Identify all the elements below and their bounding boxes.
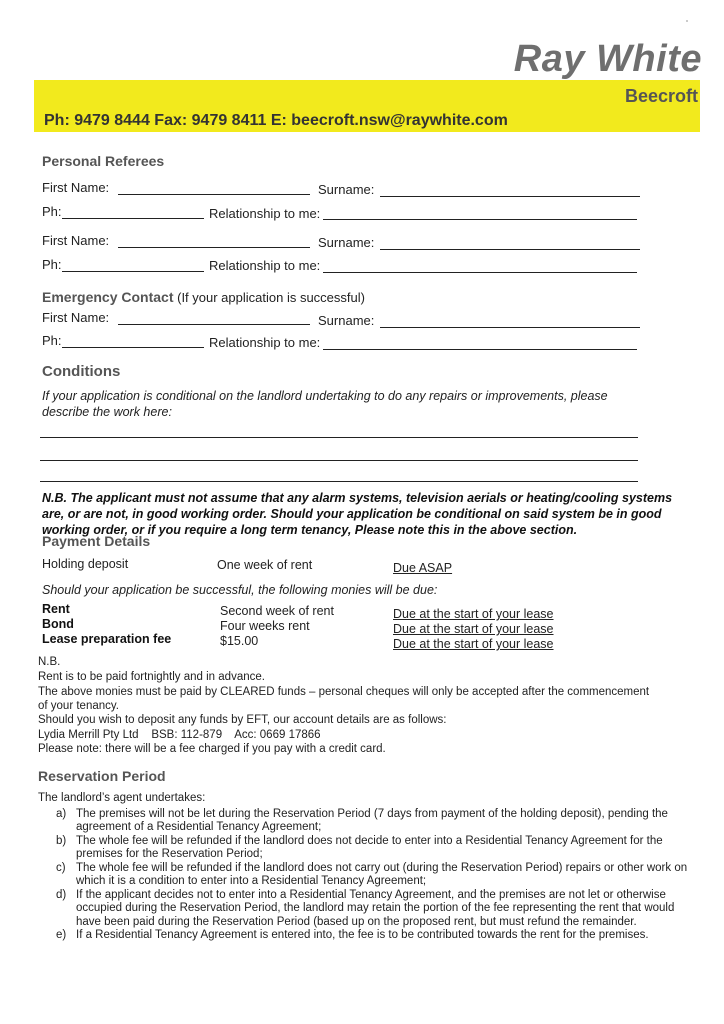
office-name: Beecroft bbox=[624, 86, 698, 106]
payment-note-rent: Rent is to be paid fortnightly and in advance. bbox=[38, 671, 265, 683]
referee2-relationship-field[interactable] bbox=[323, 272, 637, 273]
holding-deposit-amount: One week of rent bbox=[217, 558, 313, 572]
reservation-item-a-text: The premises will not be let during the Reservation Period (7 days from payment of the holding deposit), pending the agreement of a Residential Tenancy Agreement; bbox=[76, 807, 668, 833]
payment-note-eft: Should you wish to deposit any funds by EFT, our account details are as follows: bbox=[38, 714, 447, 726]
lease-prep-fee-due: Due at the start of your lease bbox=[393, 637, 554, 651]
reservation-item-b-marker: b) bbox=[56, 834, 67, 847]
reservation-item-a-marker: a) bbox=[56, 807, 67, 820]
lease-prep-fee-label: Lease preparation fee bbox=[42, 632, 172, 646]
emergency-heading: Emergency Contact bbox=[42, 289, 174, 305]
referee1-relationship-field[interactable] bbox=[323, 219, 637, 220]
payment-note-cleared: The above monies must be paid by CLEARED funds – personal cheques will only be accepted after the commencement bbox=[38, 686, 650, 698]
conditions-nb-note: N.B. The applicant must not assume that any alarm systems, television aerials or heating/cooling systems are, or are not, in good working order. Should your application be conditional on said system be in good working order, or if you require a long term tenancy, Please note this in the above section. bbox=[42, 491, 673, 537]
payment-note-tenancy: of your tenancy. bbox=[38, 700, 119, 712]
holding-deposit-due: Due ASAP bbox=[393, 561, 453, 575]
referee2-ph-field[interactable] bbox=[62, 271, 204, 272]
reservation-item-a bbox=[56, 807, 698, 835]
referees-heading: Personal Referees bbox=[42, 153, 165, 169]
payment-should-text: Should your application be successful, the following monies will be due: bbox=[42, 583, 438, 597]
referee2-surname-field[interactable] bbox=[380, 249, 640, 250]
rent-due: Due at the start of your lease bbox=[393, 607, 554, 621]
reservation-item-c bbox=[56, 861, 698, 889]
reservation-list bbox=[38, 808, 698, 943]
referee2-surname-label: Surname: bbox=[318, 235, 375, 250]
emergency-ph-label: Ph: bbox=[42, 333, 62, 348]
conditions-heading: Conditions bbox=[42, 363, 121, 380]
conditions-field-line-3[interactable] bbox=[40, 481, 638, 482]
lease-prep-fee-amount: $15.00 bbox=[220, 634, 259, 648]
scan-speck bbox=[686, 20, 688, 22]
bond-amount: Four weeks rent bbox=[220, 619, 310, 633]
bond-label: Bond bbox=[42, 617, 74, 631]
emergency-surname-label: Surname: bbox=[318, 313, 375, 328]
reservation-item-d-text: If the applicant decides not to enter into a Residential Tenancy Agreement, and the premises are not let or otherwise occupied during the Reservation Period, the landlord may retain the portion of the fee representing the rent that would have been paid during the Reservation Period (based up on the proposed rent, but must refund the remainder. bbox=[76, 888, 675, 928]
reservation-heading: Reservation Period bbox=[38, 768, 166, 784]
referee1-first-name-label: First Name: bbox=[42, 180, 110, 195]
referee1-ph-label: Ph: bbox=[42, 204, 62, 219]
emergency-first-name-label: First Name: bbox=[42, 310, 110, 325]
reservation-item-c-marker: c) bbox=[56, 861, 66, 874]
reservation-section bbox=[38, 792, 698, 943]
holding-deposit-label: Holding deposit bbox=[42, 557, 129, 571]
reservation-item-c-text: The whole fee will be refunded if the landlord does not carry out (during the Reservation Period) repairs or other work on which it is a condition to enter into a Residential Tenancy Agreement; bbox=[76, 861, 688, 887]
conditions-instruction-1: If your application is conditional on the landlord undertaking to do any repairs or improvements, please bbox=[42, 389, 608, 403]
emergency-first-name-field[interactable] bbox=[118, 324, 310, 325]
emergency-ph-field[interactable] bbox=[62, 347, 204, 348]
emergency-heading-row bbox=[42, 289, 365, 305]
emergency-surname-field[interactable] bbox=[380, 327, 640, 328]
referee1-surname-field[interactable] bbox=[380, 196, 640, 197]
reservation-item-b-text: The whole fee will be refunded if the landlord does not decide to enter into a Residential Tenancy Agreement for the premises for the Reservation Period; bbox=[76, 834, 663, 860]
referee2-first-name-field[interactable] bbox=[118, 247, 310, 248]
contact-line: Ph: 9479 8444 Fax: 9479 8411 E: beecroft.nsw@raywhite.com bbox=[44, 112, 508, 129]
bond-due: Due at the start of your lease bbox=[393, 622, 554, 636]
payment-account-details: Lydia Merrill Pty Ltd BSB: 112-879 Acc: 0669 17866 bbox=[38, 729, 321, 741]
emergency-note: (If your application is successful) bbox=[177, 290, 365, 305]
reservation-item-d-marker: d) bbox=[56, 888, 67, 901]
reservation-intro: The landlord’s agent undertakes: bbox=[38, 792, 206, 804]
referee1-first-name-field[interactable] bbox=[118, 194, 310, 195]
emergency-relationship-label: Relationship to me: bbox=[209, 335, 321, 350]
conditions-instruction-2: describe the work here: bbox=[42, 405, 172, 419]
reservation-item-e-text: If a Residential Tenancy Agreement is entered into, the fee is to be contributed towards the rent for the premises. bbox=[76, 929, 649, 941]
reservation-item-e bbox=[56, 929, 698, 943]
payment-note-credit-card: Please note: there will be a fee charged if you pay with a credit card. bbox=[38, 743, 386, 755]
rent-amount: Second week of rent bbox=[220, 604, 334, 618]
reservation-item-b bbox=[56, 834, 698, 862]
conditions-field-line-1[interactable] bbox=[40, 437, 638, 438]
reservation-item-d bbox=[56, 888, 698, 930]
referee1-surname-label: Surname: bbox=[318, 182, 375, 197]
reservation-item-e-marker: e) bbox=[56, 929, 67, 941]
payment-heading: Payment Details bbox=[42, 533, 151, 549]
payment-note-nb: N.B. bbox=[38, 656, 61, 668]
brand-logo: Ray White bbox=[513, 38, 702, 80]
emergency-relationship-field[interactable] bbox=[323, 349, 637, 350]
referee2-ph-label: Ph: bbox=[42, 257, 62, 272]
referee2-relationship-label: Relationship to me: bbox=[209, 258, 321, 273]
referee1-ph-field[interactable] bbox=[62, 218, 204, 219]
referee1-relationship-label: Relationship to me: bbox=[209, 206, 321, 221]
referee2-first-name-label: First Name: bbox=[42, 233, 110, 248]
conditions-field-line-2[interactable] bbox=[40, 460, 638, 461]
rent-label: Rent bbox=[42, 602, 70, 616]
